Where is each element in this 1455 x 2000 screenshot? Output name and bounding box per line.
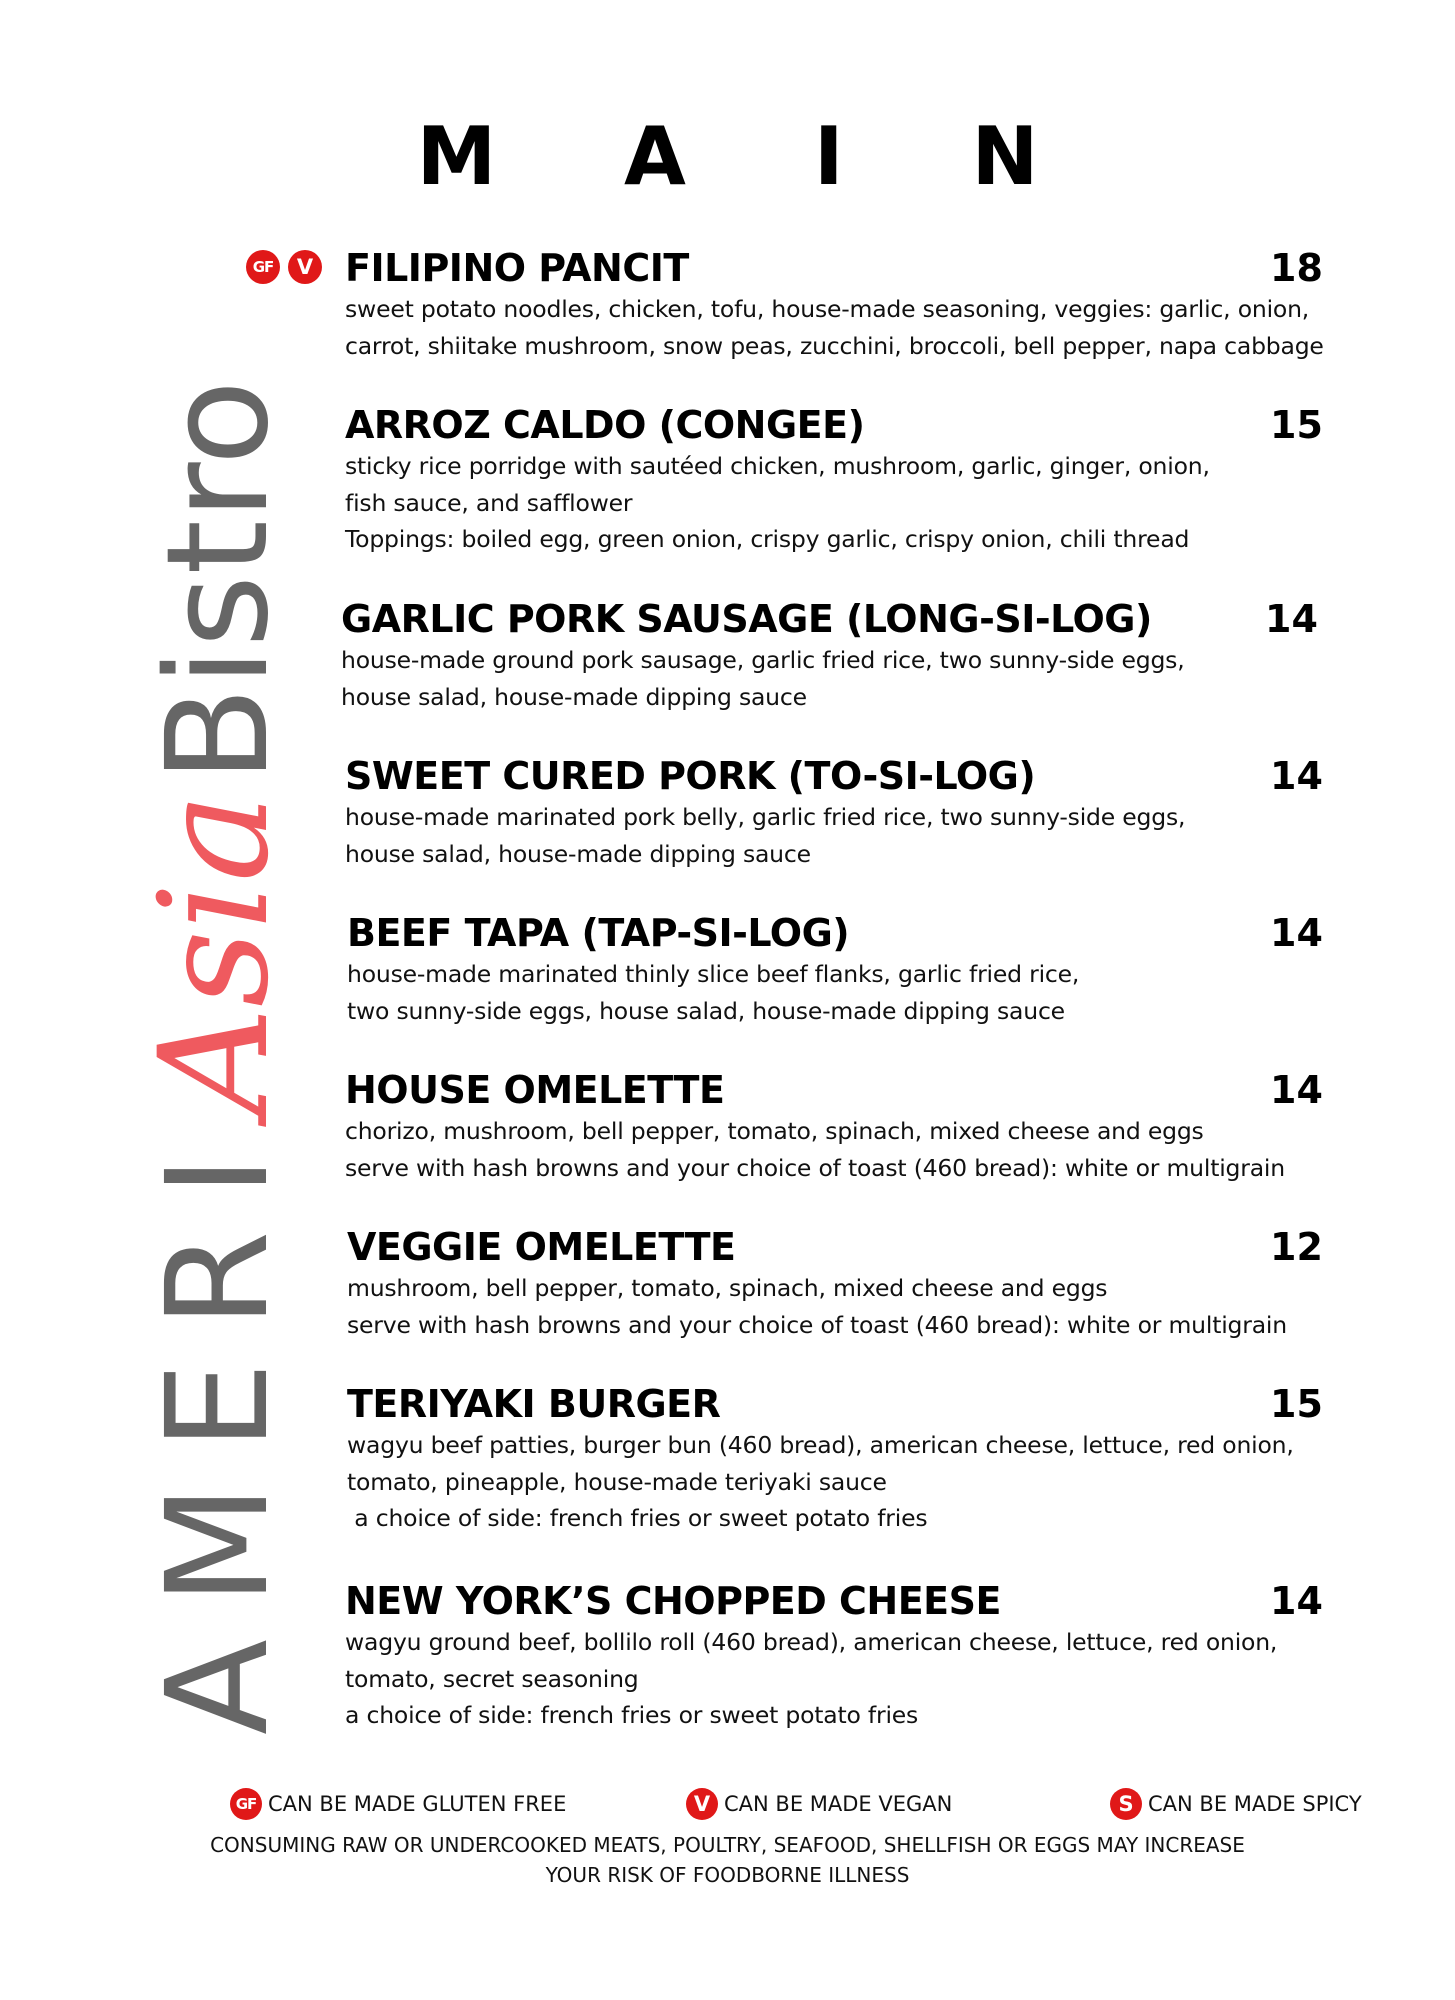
item-name: TERIYAKI BURGER bbox=[347, 1382, 721, 1426]
legend-label: CAN BE MADE SPICY bbox=[1148, 1792, 1362, 1816]
item-description-line: tomato, pineapple, house-made teriyaki sauce bbox=[347, 1467, 887, 1496]
item-description-line: house-made marinated pork belly, garlic fried rice, two sunny-side eggs, bbox=[345, 803, 1186, 831]
item-description-line: a choice of side: french fries or sweet potato fries bbox=[347, 1504, 928, 1532]
item-name: HOUSE OMELETTE bbox=[345, 1068, 725, 1112]
warning-line: YOUR RISK OF FOODBORNE ILLNESS bbox=[545, 1863, 910, 1887]
item-description-line: two sunny-side eggs, house salad, house-made dipping sauce bbox=[347, 996, 1065, 1025]
item-price: 15 bbox=[1270, 403, 1323, 447]
vegan-badge-icon: V bbox=[288, 250, 322, 284]
item-description-line: sticky rice porridge with sautéed chicken, mushroom, garlic, ginger, onion, bbox=[345, 452, 1210, 480]
item-price: 14 bbox=[1270, 1579, 1323, 1623]
item-name: BEEF TAPA (TAP-SI-LOG) bbox=[347, 911, 850, 955]
brand-logo bbox=[128, 379, 302, 1735]
item-description-line: tomato, secret seasoning bbox=[345, 1664, 639, 1693]
item-description-line: wagyu beef patties, burger bun (460 bread), american cheese, lettuce, red onion, bbox=[347, 1431, 1294, 1459]
brand-bistro: Bistro bbox=[137, 379, 300, 783]
menu-item-house-omelette bbox=[345, 1067, 1325, 1186]
item-price: 15 bbox=[1270, 1382, 1323, 1426]
item-price: 12 bbox=[1270, 1225, 1323, 1269]
item-name: SWEET CURED PORK (TO-SI-LOG) bbox=[345, 754, 1036, 798]
legend-label: CAN BE MADE GLUTEN FREE bbox=[268, 1792, 567, 1816]
vegan-badge-icon: V bbox=[686, 1788, 718, 1820]
item-name: NEW YORK’S CHOPPED CHEESE bbox=[345, 1579, 1001, 1623]
menu-item-arroz-caldo bbox=[345, 402, 1325, 558]
gluten-free-badge-icon: GF bbox=[246, 250, 280, 284]
item-description-line: serve with hash browns and your choice of toast (460 bread): white or multigrain bbox=[345, 1153, 1285, 1182]
item-description-line: sweet potato noodles, chicken, tofu, house-made seasoning, veggies: garlic, onion, bbox=[345, 295, 1310, 323]
item-price: 14 bbox=[1270, 911, 1323, 955]
legend-label: CAN BE MADE VEGAN bbox=[724, 1792, 953, 1816]
item-description-line: wagyu ground beef, bollilo roll (460 bread), american cheese, lettuce, red onion, bbox=[345, 1628, 1278, 1656]
menu-item-filipino-pancit bbox=[345, 245, 1325, 364]
menu-item-sweet-cured-pork bbox=[345, 753, 1325, 872]
item-description-line: house salad, house-made dipping sauce bbox=[341, 682, 807, 711]
item-description-line: carrot, shiitake mushroom, snow peas, zucchini, broccoli, bell pepper, napa cabbage bbox=[345, 331, 1324, 360]
item-description-line: Toppings: boiled egg, green onion, crispy garlic, crispy onion, chili thread bbox=[345, 525, 1190, 553]
menu-item-beef-tapa bbox=[347, 910, 1327, 1029]
spicy-badge-icon: S bbox=[1110, 1788, 1142, 1820]
item-price: 18 bbox=[1270, 246, 1323, 290]
item-name: ARROZ CALDO (CONGEE) bbox=[345, 403, 865, 447]
menu-item-garlic-pork-sausage bbox=[341, 596, 1321, 715]
item-description-line: mushroom, bell pepper, tomato, spinach, mixed cheese and eggs bbox=[347, 1274, 1108, 1302]
item-name: FILIPINO PANCIT bbox=[345, 246, 689, 290]
page-title: M A I N bbox=[416, 110, 1089, 203]
item-name: VEGGIE OMELETTE bbox=[347, 1225, 736, 1269]
menu-item-teriyaki-burger bbox=[347, 1381, 1327, 1537]
brand-ameri: AMERI bbox=[137, 1121, 300, 1735]
item-price: 14 bbox=[1270, 1068, 1323, 1112]
item-description-line: serve with hash browns and your choice of toast (460 bread): white or multigrain bbox=[347, 1310, 1287, 1339]
legend-gluten-free bbox=[230, 1788, 566, 1820]
item-description-line: house-made marinated thinly slice beef flanks, garlic fried rice, bbox=[347, 960, 1080, 988]
warning-line: CONSUMING RAW OR UNDERCOOKED MEATS, POULTRY, SEAFOOD, SHELLFISH OR EGGS MAY INCREASE bbox=[210, 1833, 1245, 1857]
menu-item-veggie-omelette bbox=[347, 1224, 1327, 1343]
item-description-line: house-made ground pork sausage, garlic fried rice, two sunny-side eggs, bbox=[341, 646, 1185, 674]
item-price: 14 bbox=[1270, 754, 1323, 798]
item-description-line: chorizo, mushroom, bell pepper, tomato, spinach, mixed cheese and eggs bbox=[345, 1117, 1204, 1145]
item-description-line: house salad, house-made dipping sauce bbox=[345, 839, 811, 868]
item-description-line: a choice of side: french fries or sweet potato fries bbox=[345, 1701, 919, 1729]
item-price: 14 bbox=[1265, 597, 1318, 641]
item-badges bbox=[246, 250, 322, 284]
legend-spicy bbox=[1110, 1788, 1362, 1820]
legend-vegan bbox=[686, 1788, 952, 1820]
item-name: GARLIC PORK SAUSAGE (LONG-SI-LOG) bbox=[341, 597, 1152, 641]
menu-item-new-york-chopped-cheese bbox=[345, 1578, 1325, 1734]
health-warning bbox=[0, 1830, 1455, 1890]
gluten-free-badge-icon: GF bbox=[230, 1788, 262, 1820]
item-description-line: fish sauce, and safflower bbox=[345, 488, 633, 517]
brand-asia: Asia bbox=[128, 792, 302, 1116]
